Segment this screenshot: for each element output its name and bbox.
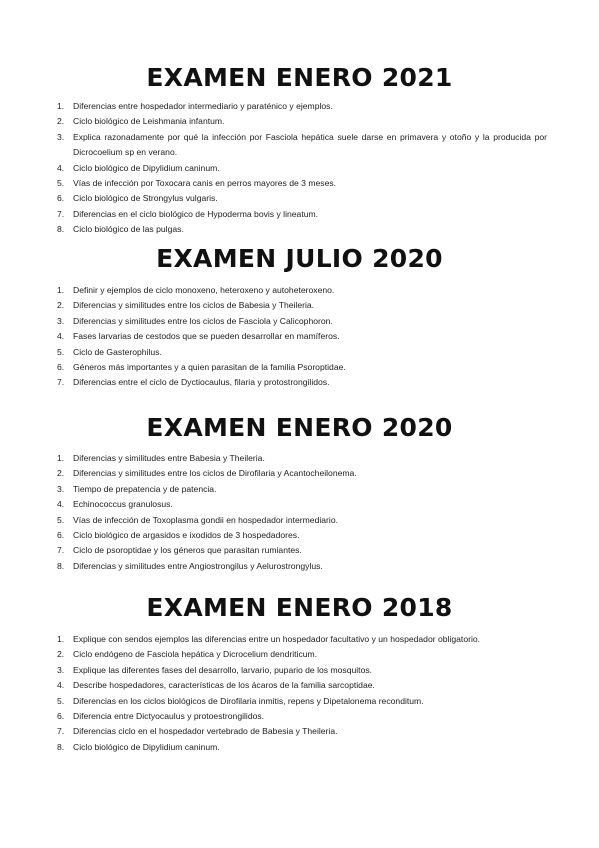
section-title: EXAMEN JULIO 2020 [156, 244, 443, 273]
list-item: 8. Ciclo biológico de Dipylidium caninum. [57, 741, 220, 752]
list-item: 1. Diferencias y similitudes entre Babesia y Theileria. [57, 453, 265, 463]
list-item: 5. Diferencias en los ciclos biológicos de Dirofilaria inmitis, repens y Dipetalonema reconditum. [57, 695, 424, 706]
list-item: 5. Vías de infección por Toxocara canis en perros mayores de 3 meses. [57, 178, 337, 189]
section-title: EXAMEN ENERO 2021 [146, 63, 453, 92]
list-item: 2. Ciclo endógeno de Fasciola hepática y Dicrocelium dendriticum. [57, 649, 318, 660]
list-item: 4. Ciclo biológico de Dipylidium caninum. [57, 162, 220, 173]
list-item: 3. Explique las diferentes fases del desarrollo, larvario, pupario de los mosquitos. [57, 664, 373, 675]
list-item: 6. Ciclo biológico de argasidos e ixodidos de 3 hospedadores. [57, 530, 300, 541]
list-item: 8. Ciclo biológico de las pulgas. [57, 224, 184, 235]
list-item: 7. Diferencias ciclo en el hospedador vertebrado de Babesia y Theileria. [57, 726, 338, 737]
list-item: 7. Diferencias entre el ciclo de Dyctiocaulus, filaria y protostrongilidos. [57, 377, 330, 388]
list-item: 8. Diferencias y similitudes entre Angiostrongilus y Aelurostrongylus. [57, 560, 323, 571]
list-item: 4. Describe hospedadores, características de los ácaros de la familia sarcoptidae. [57, 680, 375, 691]
list-item: 2. Diferencias y similitudes entre los ciclos de Dirofilaria y Acantocheilonema. [57, 468, 357, 479]
list-item: 3. Diferencias y similitudes entre los ciclos de Fasciola y Calicophoron. [57, 315, 333, 326]
list-item: 3. Tiempo de prepatencia y de patencia. [57, 483, 217, 494]
list-item: 2. Diferencias y similitudes entre los ciclos de Babesia y Theileria. [57, 300, 315, 311]
section-julio-2020 [0, 244, 599, 391]
question-list [0, 99, 599, 238]
list-item: 3. Explica razonadamente por qué la infección por Fasciola hepática suele darse en primavera y otoño y la producida por Dicrocoelium sp en verano. [57, 131, 547, 158]
section-enero-2018 [0, 593, 599, 755]
list-item: 7. Diferencias en el ciclo biológico de Hypoderma bovis y lineatum. [57, 208, 319, 219]
list-item: 1. Definir y ejemplos de ciclo monoxeno, heteroxeno y autoheteroxeno. [57, 285, 335, 295]
section-enero-2021 [0, 63, 599, 238]
list-item: 2. Ciclo biológico de Leishmania infantum. [57, 116, 225, 127]
section-title: EXAMEN ENERO 2020 [146, 413, 453, 442]
list-item: 5. Vías de infección de Toxoplasma gondii en hospedador intermediario. [57, 514, 338, 525]
list-item: 1. Diferencias entre hospedador intermediario y paraténico y ejemplos. [57, 101, 333, 111]
question-list [0, 632, 599, 755]
list-item: 4. Echinococcus granulosus. [57, 499, 173, 510]
list-item: 5. Ciclo de Gasterophilus. [57, 346, 162, 357]
list-item: 6. Diferencia entre Dictyocaulus y protoestrongilidos. [57, 711, 265, 722]
question-list [0, 451, 599, 574]
list-item: 6. Géneros más importantes y a quien parasitan de la familia Psoroptidae. [57, 362, 346, 373]
question-list [0, 283, 599, 391]
list-item: 6. Ciclo biológico de Strongylus vulgaris. [57, 193, 218, 204]
section-title: EXAMEN ENERO 2018 [146, 593, 453, 622]
list-item: 1. Explique con sendos ejemplos las diferencias entre un hospedador facultativo y un hospedador obligatorio. [57, 634, 481, 644]
list-item: 7. Ciclo de psoroptidae y los géneros que parasitan rumiantes. [57, 545, 302, 556]
section-enero-2020 [0, 413, 599, 574]
list-item: 4. Fases larvarias de cestodos que se pueden desarrollar en mamíferos. [57, 331, 340, 342]
